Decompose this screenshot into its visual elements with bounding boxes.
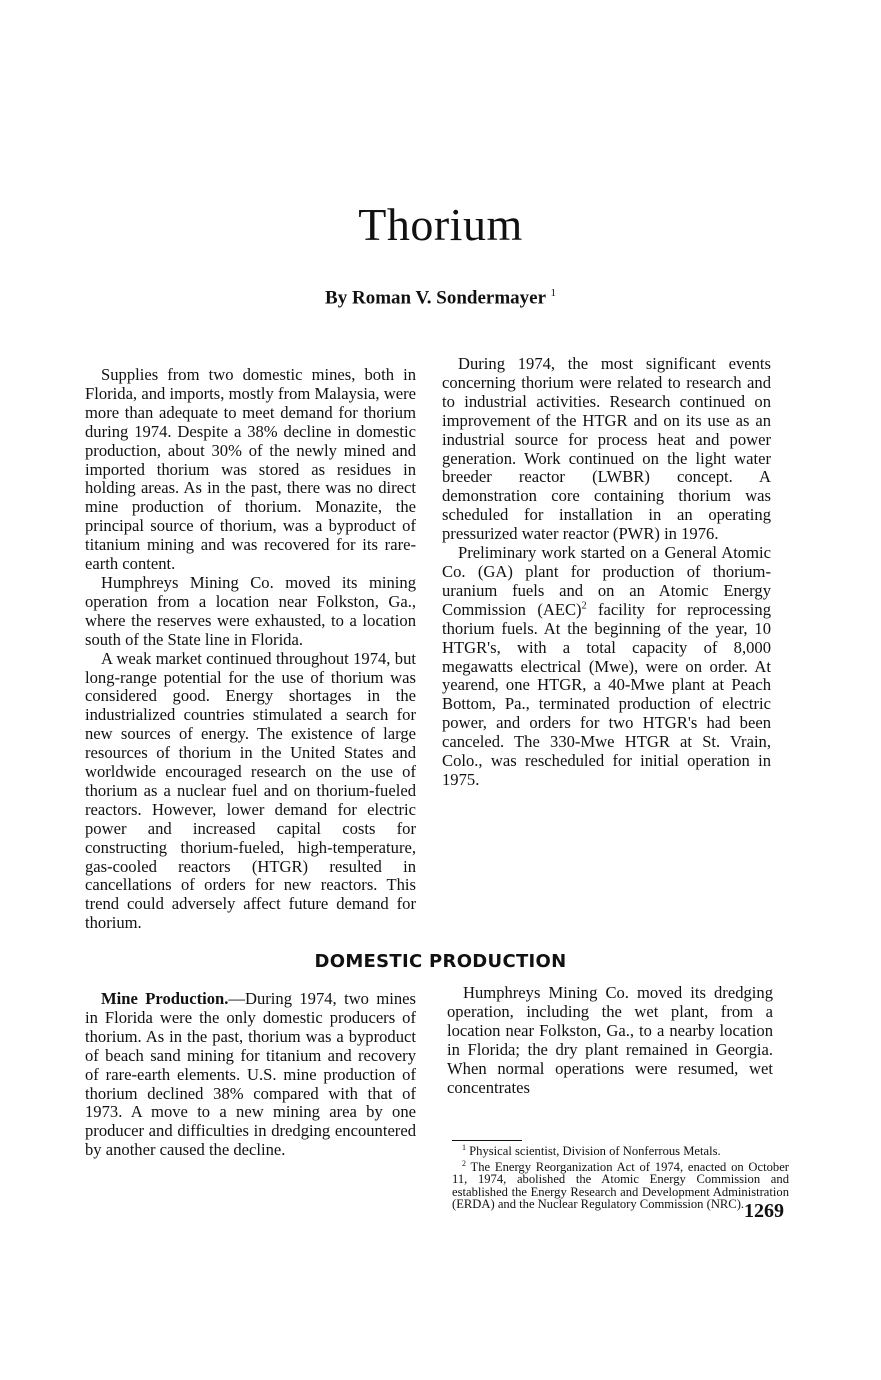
mine-production-text: —During 1974, two mines in Florida were the only domestic producers of thorium. As in the past, thorium was a byproduct of beach sand mining for titanium and recovery of rare-earth elements. U.S. mine production of thorium declined 38% compared with that of 1973. A move to a new mining area by one producer and difficulties in dredging encountered by another caused the decline.	[85, 989, 416, 1160]
intro-paragraph-4: During 1974, the most significant events concerning thorium were related to research and to industrial activities. Research continued on improvement of the HTGR and on its use as an industrial source for process heat and power generation. Work continued on the light water breeder reactor (LWBR) concept. A demonstration core containing thorium was scheduled for installation in an operating pressurized water reactor (PWR) in 1976.	[442, 354, 771, 544]
domestic-column-left	[85, 990, 416, 1160]
page-number: 1269	[744, 1200, 784, 1222]
page-title: Thorium	[358, 199, 523, 250]
intro-paragraph-1: Supplies from two domestic mines, both in Florida, and imports, mostly from Malaysia, were more than adequate to meet demand for thorium during 1974. Despite a 38% decline in domestic production, about 30% of the newly mined and imported thorium was stored as residues in holding areas. As in the past, there was no direct mine production of thorium. Monazite, the principal source of thorium, was a byproduct of titanium mining and was recovered for its rare-earth content.	[85, 365, 416, 574]
footnote-2	[452, 1158, 789, 1211]
intro-paragraph-5-part-a: Preliminary work started on a General Atomic Co. (GA) plant for production of thorium-uranium fuels and on an Atomic Energy Commission (AEC)	[442, 543, 771, 619]
intro-paragraph-5-part-b: facility for reprocessing thorium fuels. At the beginning of the year, 10 HTGR's, with a total capacity of 8,000 megawatts electrical (Mwe), were on order. At yearend, one HTGR, a 40-Mwe plant at Peach Bottom, Pa., terminated production of electric power, and orders for two HTGR's had been canceled. The 330-Mwe HTGR at St. Vrain, Colo., was rescheduled for initial operation in 1975.	[442, 599, 772, 789]
footnote-1	[452, 1142, 789, 1158]
footnotes	[452, 1142, 789, 1211]
intro-column-right	[442, 355, 771, 790]
intro-paragraph-3: A weak market continued throughout 1974, but long-range potential for the use of thorium was considered good. Energy shortages in the industrialized countries stimulated a search for new sources of energy. The existence of large resources of thorium in the United States and worldwide encouraged research on the use of thorium as a nuclear fuel and on thorium-fueled reactors. However, lower demand for electric power and increased capital costs for constructing thorium-fueled, high-temperature, gas-cooled reactors (HTGR) resulted in cancellations of orders for new reactors. This trend could adversely affect future demand for thorium.	[85, 648, 416, 933]
humphreys-paragraph: Humphreys Mining Co. moved its dredging operation, including the wet plant, from a location near Folkston, Ga., to a nearby location in Florida; the dry plant remained in Georgia. When normal operations were resumed, wet concentrates	[447, 983, 773, 1097]
section-heading-domestic-production: DOMESTIC PRODUCTION	[314, 951, 567, 972]
intro-column-left	[85, 366, 416, 933]
intro-paragraph-2: Humphreys Mining Co. moved its mining operation from a location near Folkston, Ga., where the reserves were exhausted, to a location south of the State line in Florida.	[85, 572, 416, 649]
domestic-column-right	[447, 984, 773, 1097]
footnote-1-mark: 1	[462, 1143, 466, 1152]
mine-production-runin-heading: Mine Production.	[101, 989, 229, 1008]
mine-production-paragraph	[85, 990, 416, 1160]
byline-footnote-marker: 1	[550, 287, 556, 299]
footnote-1-text: Physical scientist, Division of Nonferrous Metals.	[469, 1144, 721, 1159]
footnote-rule	[452, 1140, 522, 1141]
footnote-2-text: The Energy Reorganization Act of 1974, enacted on October 11, 1974, abolished the Atomic Energy Commission and established the Energy Research and Development Administration (ERDA) and the Nuclear Regulatory Commission (NRC).	[452, 1159, 789, 1212]
intro-paragraph-5	[442, 544, 771, 790]
byline	[0, 287, 881, 309]
aec-footnote-marker: 2	[581, 600, 587, 612]
author-name: By Roman V. Sondermayer	[325, 287, 546, 309]
footnote-2-mark: 2	[462, 1158, 466, 1168]
